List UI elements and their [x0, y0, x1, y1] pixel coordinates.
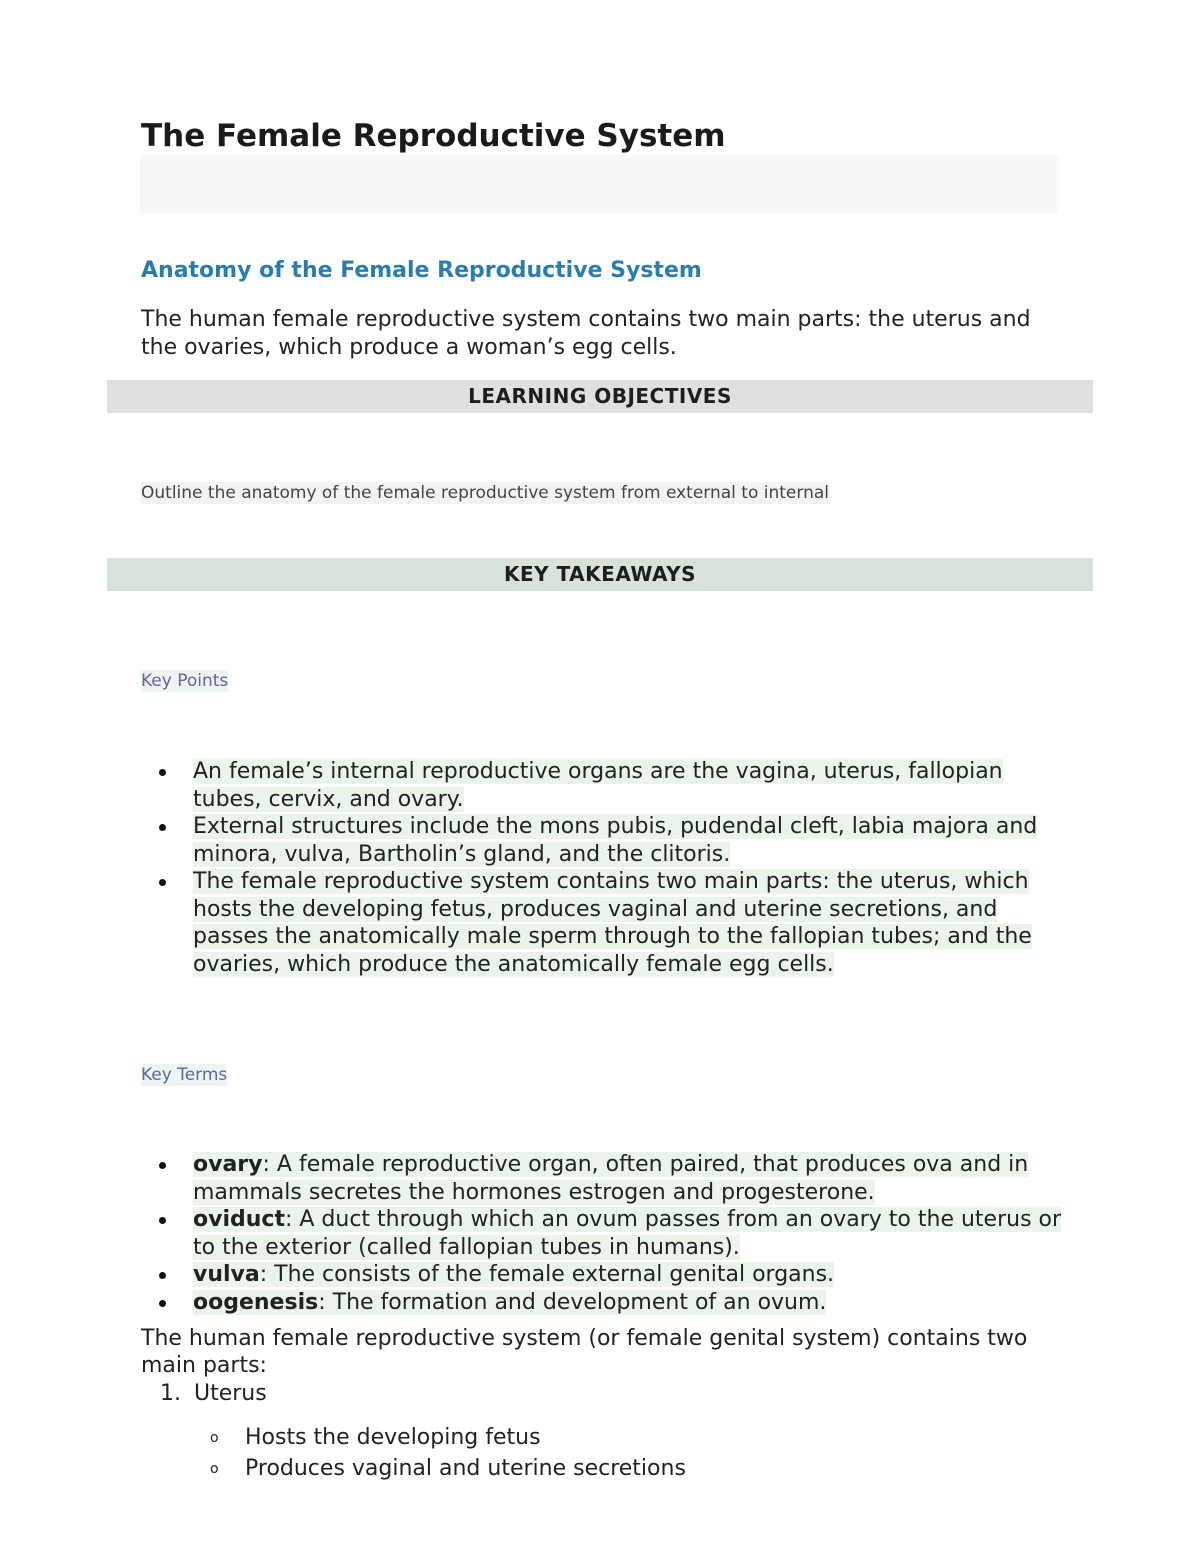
- term-definition: : The formation and development of an ovum.: [318, 1289, 827, 1315]
- term-definition: : A female reproductive organ, often paired, that produces ova and in mammals secretes the hormones estrogen and progesterone.: [193, 1152, 1029, 1205]
- sub-bullet-marker: o: [210, 1461, 219, 1477]
- list-item: [193, 1206, 1073, 1261]
- term-word: ovary: [193, 1152, 263, 1177]
- list-number: 1.: [160, 1381, 181, 1406]
- list-item: [210, 1422, 686, 1453]
- key-terms-list: [193, 1151, 1073, 1316]
- sub-item-text: Hosts the developing fetus: [245, 1425, 541, 1450]
- term-word: vulva: [193, 1262, 260, 1287]
- learning-objectives-banner: LEARNING OBJECTIVES: [107, 380, 1093, 413]
- key-point-text: The female reproductive system contains two main parts: the uterus, which hosts the developing fetus, produces vaginal and uterine secretions, and passes the anatomically male sperm through to the fallopian tubes; and the ovaries, which produce the anatomically female egg cells.: [193, 869, 1032, 977]
- body-paragraph: The human female reproductive system (or female genital system) contains two main parts:: [141, 1326, 1028, 1378]
- ordered-list-item: [160, 1380, 267, 1408]
- key-terms-heading: Key Terms: [141, 1065, 228, 1085]
- list-item: [193, 1151, 1073, 1206]
- ordered-item-text: Uterus: [194, 1381, 267, 1406]
- list-item: [193, 1261, 1073, 1289]
- section-heading: Anatomy of the Female Reproductive System: [141, 258, 702, 283]
- list-item: [193, 758, 1073, 813]
- key-point-text: External structures include the mons pubis, pudendal cleft, labia majora and minora, vulva, Bartholin’s gland, and the clitoris.: [193, 814, 1038, 867]
- sub-list: [210, 1422, 686, 1484]
- learning-objective-text: Outline the anatomy of the female reproductive system from external to internal: [141, 483, 829, 503]
- title-placeholder-box: [140, 155, 1058, 214]
- key-takeaways-banner: KEY TAKEAWAYS: [107, 558, 1093, 591]
- term-word: oviduct: [193, 1207, 285, 1232]
- term-word: oogenesis: [193, 1289, 319, 1315]
- sub-bullet-marker: o: [210, 1430, 219, 1446]
- term-definition: : A duct through which an ovum passes from an ovary to the uterus or to the exterior (called fallopian tubes in humans).: [193, 1207, 1062, 1260]
- key-points-list: [193, 758, 1073, 978]
- page-title: The Female Reproductive System: [141, 118, 726, 154]
- intro-paragraph: The human female reproductive system contains two main parts: the uterus and the ovaries, which produce a woman’s egg cells.: [141, 307, 1031, 360]
- key-point-text: An female’s internal reproductive organs are the vagina, uterus, fallopian tubes, cervix, and ovary.: [193, 759, 1003, 812]
- list-item: [193, 813, 1073, 868]
- sub-item-text: Produces vaginal and uterine secretions: [245, 1456, 686, 1481]
- list-item: [193, 868, 1073, 978]
- key-points-heading: Key Points: [141, 671, 229, 691]
- list-item: [210, 1453, 686, 1484]
- term-definition: : The consists of the female external genital organs.: [259, 1262, 835, 1287]
- list-item: [193, 1289, 1073, 1317]
